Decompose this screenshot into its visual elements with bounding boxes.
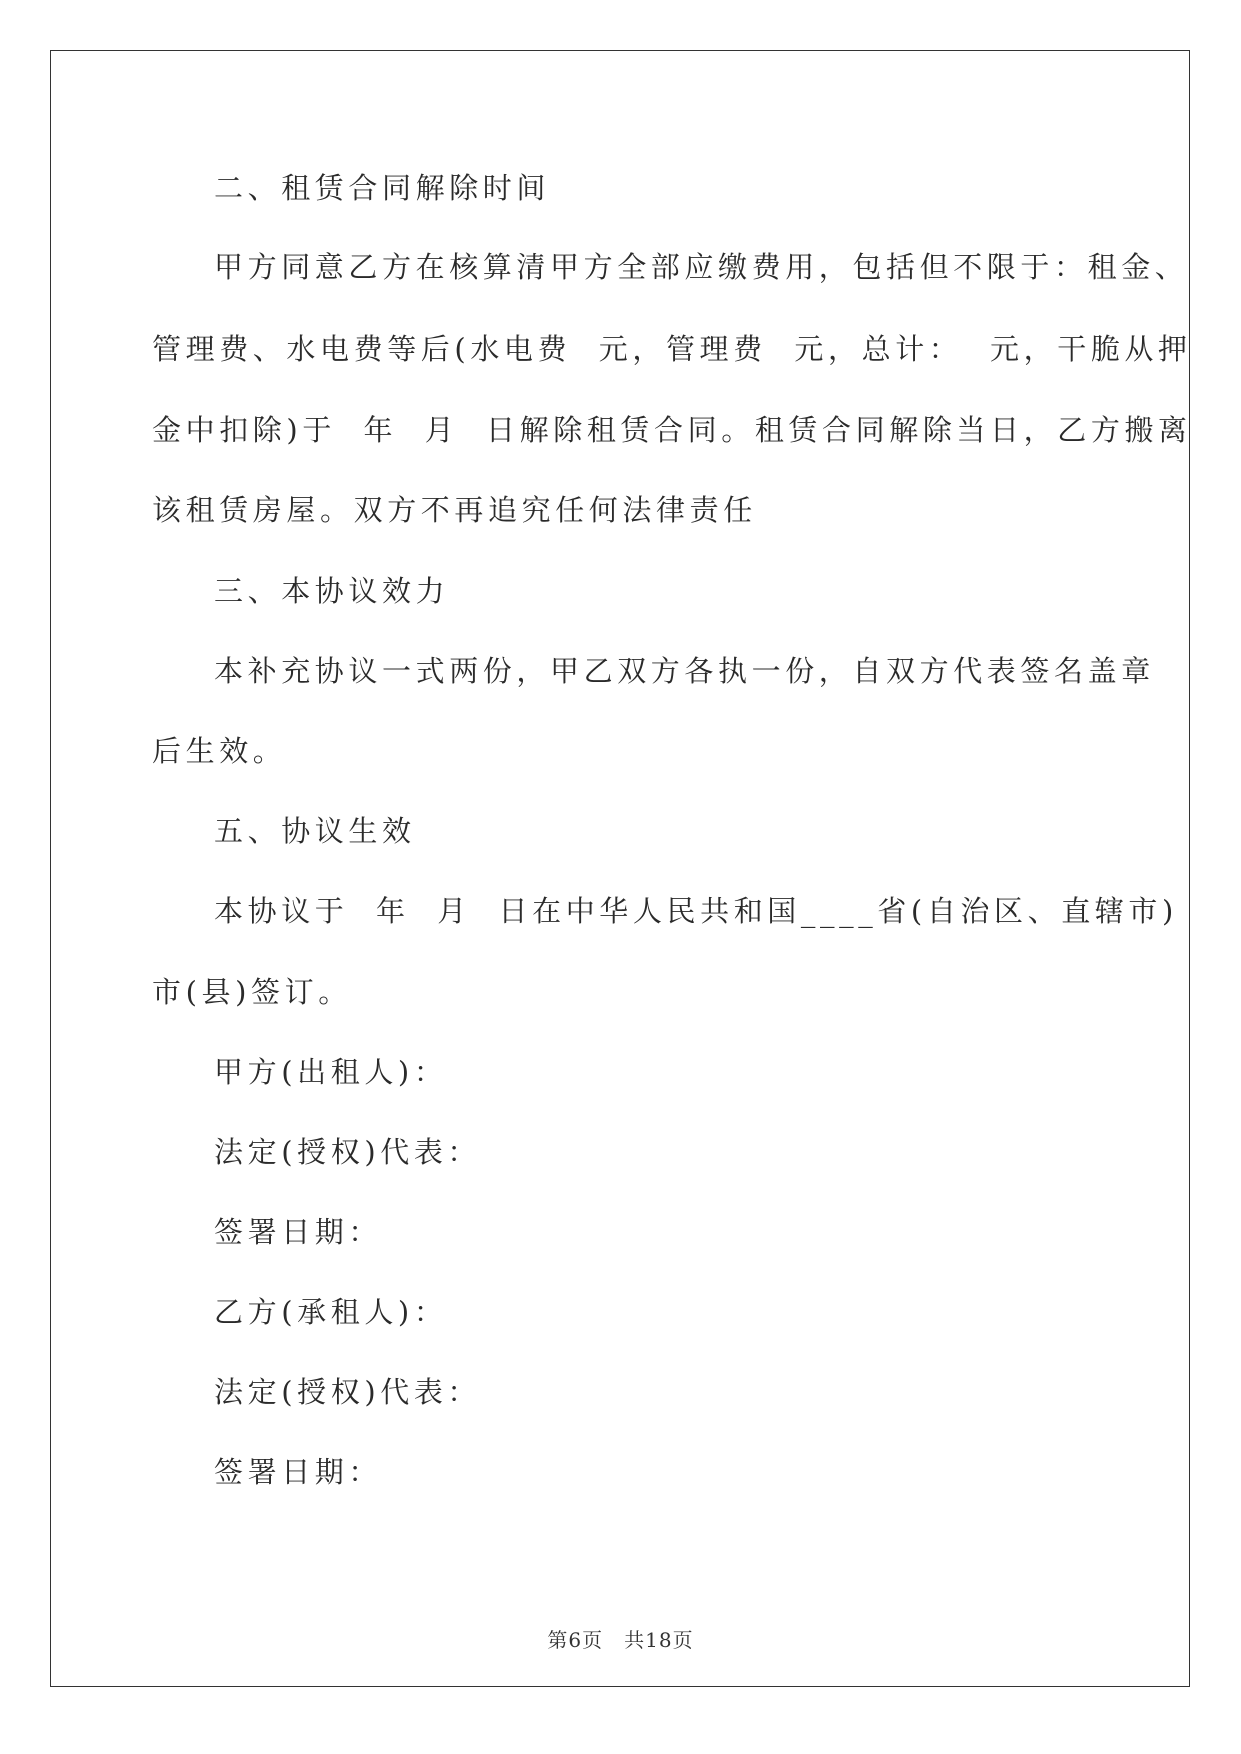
signature-party-b-representative: 法定(授权)代表：	[214, 1375, 482, 1409]
section-heading-termination: 二、租赁合同解除时间	[214, 171, 551, 205]
page-border	[50, 50, 1190, 1687]
paragraph-line: 后生效。	[152, 734, 287, 768]
paragraph-line: 本协议于 年 月 日在中华人民共和国____省(自治区、直辖市)	[214, 894, 1178, 928]
paragraph-line: 本补充协议一式两份，甲乙双方各执一份，自双方代表签名盖章	[214, 654, 1155, 688]
page-number-footer: 第6页 共18页	[547, 1628, 694, 1652]
signature-party-b-date: 签署日期：	[214, 1455, 383, 1489]
paragraph-line: 金中扣除)于 年 月 日解除租赁合同。租赁合同解除当日，乙方搬离	[152, 413, 1192, 447]
paragraph-line: 管理费、水电费等后(水电费 元，管理费 元，总计： 元，干脆从押	[152, 332, 1192, 366]
section-heading-effect: 五、协议生效	[214, 814, 416, 848]
paragraph-line: 甲方同意乙方在核算清甲方全部应缴费用，包括但不限于：租金、	[214, 250, 1189, 284]
signature-party-a: 甲方(出租人)：	[214, 1055, 448, 1089]
paragraph-line: 该租赁房屋。双方不再追究任何法律责任	[152, 493, 757, 527]
signature-party-a-date: 签署日期：	[214, 1215, 383, 1249]
signature-party-a-representative: 法定(授权)代表：	[214, 1135, 482, 1169]
paragraph-line: 市(县)签订。	[152, 975, 352, 1009]
section-heading-validity: 三、本协议效力	[214, 574, 450, 608]
signature-party-b: 乙方(承租人)：	[214, 1295, 448, 1329]
